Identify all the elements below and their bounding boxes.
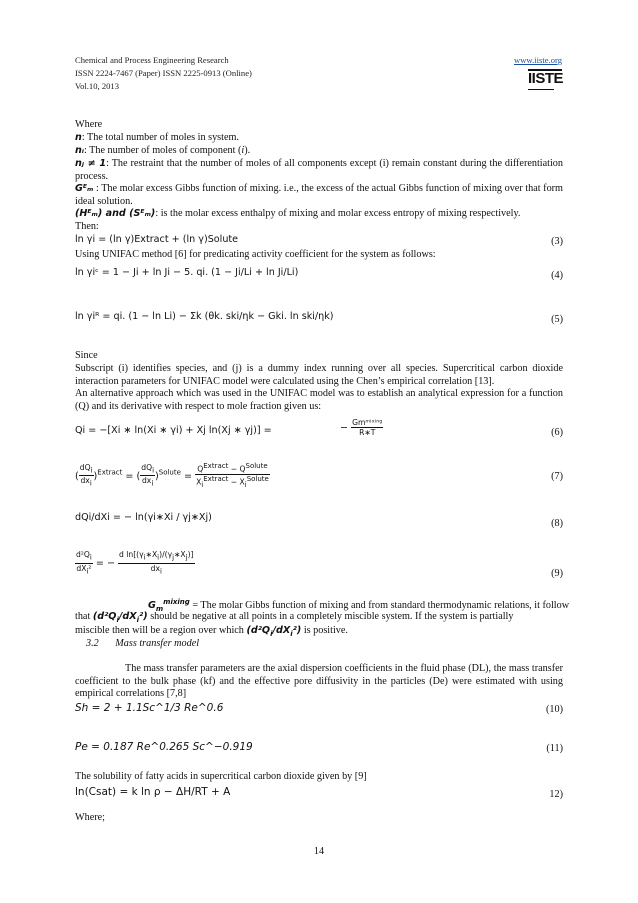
equation-6: Qi = −[Xi ∗ ln(Xi ∗ γi) + Xj ln(Xj ∗ γj)] = xyxy=(75,425,272,436)
equation-9: $\frac{d^2Q_i}{dX_i^2}$ = − $\frac{d \ln[(\gamma_i∗X_i)/(\gamma_j∗X_j)]}{dx_i}$ xyxy=(76,550,194,576)
equation-11-number: (11) xyxy=(546,743,563,754)
equation-4-number: (4) xyxy=(551,270,563,281)
equation-11: Pe = 0.187 Re^0.265 Sc^−0.919 xyxy=(75,741,253,753)
unifac-text: Using UNIFAC method [6] for predicating activity coefficient for the system as follows: xyxy=(75,249,436,260)
equation-10-number: (10) xyxy=(546,704,563,715)
ni-symbol: nᵢ xyxy=(75,145,84,156)
since-label: Since xyxy=(75,350,98,361)
equation-8-number: (8) xyxy=(551,518,563,529)
equation-12-number: 12) xyxy=(549,789,563,800)
def-n: n: The total number of moles in system. xyxy=(75,132,239,143)
journal-url-link[interactable]: www.iiste.org xyxy=(514,55,562,65)
n-symbol: n xyxy=(75,132,82,143)
logo-text: IISTE xyxy=(528,70,564,87)
nj-symbol: nⱼ ≠ 1 xyxy=(75,158,107,169)
eq6-rhs-denominator: R∗T xyxy=(359,428,376,437)
eq6-rhs-numerator: Gmᵐⁱˣⁱⁿᵍ xyxy=(352,418,383,427)
alternative-paragraph: An alternative approach which was used in the UNIFAC model was to establish an analytical expression for a function (Q) and its derivative with respect to mole fraction given us: xyxy=(75,388,563,412)
equation-4: ln γiᶜ = 1 − Ji + ln Ji − 5. qi. (1 − Ji/Li + ln Ji/Li) xyxy=(75,267,299,278)
equation-6-number: (6) xyxy=(551,427,563,438)
equation-10: Sh = 2 + 1.1Sc^1/3 Re^0.6 xyxy=(75,702,224,714)
where-label-2: Where; xyxy=(75,812,105,823)
def-nj: nⱼ ≠ 1: The restraint that the number of moles of all components except (i) remain constant during the differentiation process. xyxy=(75,158,563,182)
equation-5: ln γiᴿ = qi. (1 − ln Li) − Σk (θk. ski/ηk − Gki. ln ski/ηk) xyxy=(75,311,334,322)
equation-12: ln(Csat) = k ln ρ − ΔH/RT + A xyxy=(75,786,231,798)
mass-transfer-paragraph: The mass transfer parameters are the axial dispersion coefficients in the fluid phase (DL), the mass transfer coefficient to the bulk phase (kf) and the effective pore diffusivity in the particles (De) were estimated with using empirical correlations [7,8] xyxy=(75,663,563,700)
equation-7: ( $\frac{dQ_i}{dx_i}$ )$^{Extract}$ = ( $\frac{dQ_i}{dx_i}$ )$^{Solute}$ = $\frac{Q^{Extract} - Q^{Solute}}{X_i^{Extract} - X_i^{Solute}}$ xyxy=(75,462,269,489)
gibbs-line-2: that $(d^2Q_i/dX_i^2)$ should be negative at all points in a completely miscible system. If the system is partially xyxy=(75,611,514,624)
equation-7-number: (7) xyxy=(551,471,563,482)
def-gem: Gᴱₘ : The molar excess Gibbs function of mixing. i.e., the excess of the actual Gibbs function of mixing over that form ideal solution. xyxy=(75,183,563,207)
iiste-logo xyxy=(528,68,562,92)
equation-6-rhs: − $\frac{\text{Gmᵐⁱˣⁱⁿᵍ}}{R∗T}$ xyxy=(340,418,383,437)
subscript-paragraph: Subscript (i) identifies species, and (j) is a dummy index running over all species. Supercritical carbon dioxide interaction parameters for UNIFAC model were calculated using the Chen’s empirical correlation [13]. xyxy=(75,363,563,387)
hs-symbol: (Hᴱₘ) and (Sᴱₘ) xyxy=(75,208,156,219)
then-label: Then: xyxy=(75,221,99,232)
equation-8: dQi/dXi = − ln(γi∗Xi / γj∗Xj) xyxy=(75,512,212,523)
equation-5-number: (5) xyxy=(551,314,563,325)
equation-9-number: (9) xyxy=(551,568,563,579)
volume-line: Vol.10, 2013 xyxy=(75,81,120,91)
page-number: 14 xyxy=(313,846,325,857)
where-label: Where xyxy=(75,119,103,130)
gibbs-line-1: $G_m^{mixing}$ = The molar Gibbs function of mixing and from standard thermodynamic relations, it follow xyxy=(148,598,570,614)
section-heading xyxy=(86,638,199,651)
def-ni: nᵢ: The number of moles of component (i). xyxy=(75,145,251,156)
equation-3-number: (3) xyxy=(551,236,563,247)
section-number: 3.2 xyxy=(86,638,99,649)
gem-symbol: Gᴱₘ xyxy=(75,183,94,194)
solubility-text: The solubility of fatty acids in supercritical carbon dioxide given by [9] xyxy=(75,771,367,782)
equation-3: ln γi = (ln γ)Extract + (ln γ)Solute xyxy=(75,234,239,245)
journal-name: Chemical and Process Engineering Research xyxy=(75,55,229,65)
gibbs-line-3: miscible then will be a region over which $(d^2Q_i/dX_i^2)$ is positive. xyxy=(75,625,348,638)
section-title: Mass transfer model xyxy=(115,638,200,649)
issn-line: ISSN 2224-7467 (Paper) ISSN 2225-0913 (Online) xyxy=(75,68,252,78)
def-hs: (Hᴱₘ) and (Sᴱₘ): is the molar excess enthalpy of mixing and molar excess entropy of mixing respectively. xyxy=(75,208,521,219)
